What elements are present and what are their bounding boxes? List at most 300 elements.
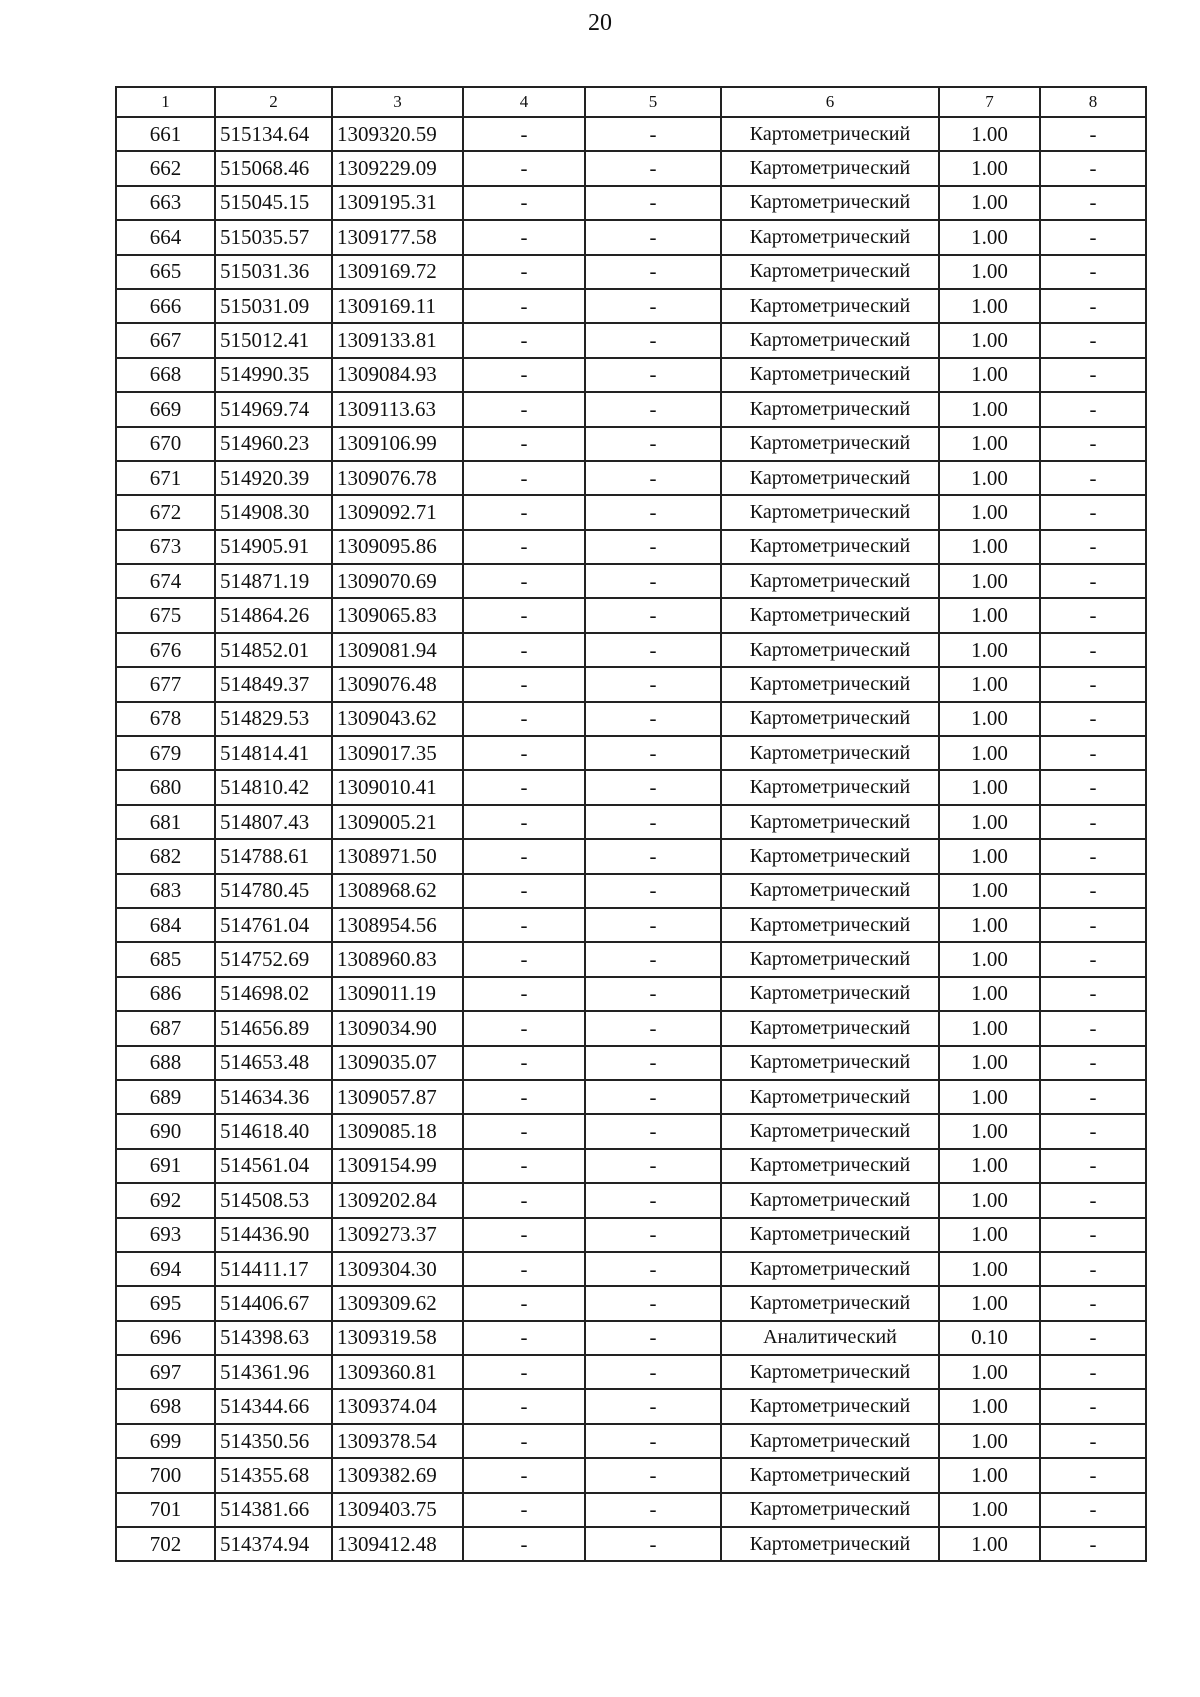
col-4-cell: - — [463, 1527, 585, 1561]
col-5-cell: - — [585, 1527, 721, 1561]
point-number-cell: 690 — [116, 1114, 215, 1148]
method-cell: Картометрический — [721, 839, 939, 873]
col-4-cell: - — [463, 1114, 585, 1148]
accuracy-cell: 1.00 — [939, 151, 1040, 185]
col-4-cell: - — [463, 461, 585, 495]
y-coordinate-cell: 1309360.81 — [332, 1355, 463, 1389]
accuracy-cell: 1.00 — [939, 1080, 1040, 1114]
accuracy-cell: 1.00 — [939, 1183, 1040, 1217]
point-number-cell: 663 — [116, 186, 215, 220]
x-coordinate-cell: 514361.96 — [215, 1355, 332, 1389]
col-5-cell: - — [585, 461, 721, 495]
table-row — [116, 1046, 1146, 1080]
x-coordinate-cell: 515134.64 — [215, 117, 332, 151]
point-number-cell: 702 — [116, 1527, 215, 1561]
col-8-cell: - — [1040, 1424, 1146, 1458]
accuracy-cell: 1.00 — [939, 977, 1040, 1011]
col-8-cell: - — [1040, 1527, 1146, 1561]
table-row — [116, 289, 1146, 323]
col-8-cell: - — [1040, 1149, 1146, 1183]
table-row — [116, 1321, 1146, 1355]
col-4-cell: - — [463, 564, 585, 598]
point-number-cell: 675 — [116, 598, 215, 632]
x-coordinate-cell: 514381.66 — [215, 1493, 332, 1527]
table-row — [116, 1183, 1146, 1217]
col-8-cell: - — [1040, 908, 1146, 942]
x-coordinate-cell: 514634.36 — [215, 1080, 332, 1114]
y-coordinate-cell: 1309320.59 — [332, 117, 463, 151]
col-5-cell: - — [585, 667, 721, 701]
y-coordinate-cell: 1309005.21 — [332, 805, 463, 839]
method-cell: Картометрический — [721, 1114, 939, 1148]
x-coordinate-cell: 515035.57 — [215, 220, 332, 254]
col-4-cell: - — [463, 1424, 585, 1458]
y-coordinate-cell: 1308954.56 — [332, 908, 463, 942]
accuracy-cell: 1.00 — [939, 427, 1040, 461]
x-coordinate-cell: 514344.66 — [215, 1389, 332, 1423]
col-8-cell: - — [1040, 1218, 1146, 1252]
col-8-cell: - — [1040, 633, 1146, 667]
col-8-cell: - — [1040, 392, 1146, 426]
table-row — [116, 1527, 1146, 1561]
col-8-cell: - — [1040, 1321, 1146, 1355]
method-cell: Картометрический — [721, 358, 939, 392]
x-coordinate-cell: 514969.74 — [215, 392, 332, 426]
col-4-cell: - — [463, 667, 585, 701]
column-header: 1 — [116, 87, 215, 117]
accuracy-cell: 1.00 — [939, 1011, 1040, 1045]
table-row — [116, 1355, 1146, 1389]
table-row — [116, 1252, 1146, 1286]
table-row — [116, 1389, 1146, 1423]
y-coordinate-cell: 1309092.71 — [332, 495, 463, 529]
column-header: 6 — [721, 87, 939, 117]
col-8-cell: - — [1040, 770, 1146, 804]
x-coordinate-cell: 514788.61 — [215, 839, 332, 873]
method-cell: Картометрический — [721, 1355, 939, 1389]
col-8-cell: - — [1040, 977, 1146, 1011]
point-number-cell: 671 — [116, 461, 215, 495]
accuracy-cell: 1.00 — [939, 323, 1040, 357]
column-header: 4 — [463, 87, 585, 117]
table-row — [116, 1149, 1146, 1183]
point-number-cell: 680 — [116, 770, 215, 804]
col-8-cell: - — [1040, 1011, 1146, 1045]
col-8-cell: - — [1040, 874, 1146, 908]
col-4-cell: - — [463, 839, 585, 873]
col-5-cell: - — [585, 1458, 721, 1492]
method-cell: Картометрический — [721, 1286, 939, 1320]
point-number-cell: 688 — [116, 1046, 215, 1080]
accuracy-cell: 1.00 — [939, 1252, 1040, 1286]
column-header: 3 — [332, 87, 463, 117]
method-cell: Картометрический — [721, 530, 939, 564]
point-number-cell: 669 — [116, 392, 215, 426]
y-coordinate-cell: 1309382.69 — [332, 1458, 463, 1492]
x-coordinate-cell: 515045.15 — [215, 186, 332, 220]
point-number-cell: 699 — [116, 1424, 215, 1458]
method-cell: Картометрический — [721, 1218, 939, 1252]
y-coordinate-cell: 1309412.48 — [332, 1527, 463, 1561]
point-number-cell: 701 — [116, 1493, 215, 1527]
table-body — [116, 117, 1146, 1561]
accuracy-cell: 1.00 — [939, 805, 1040, 839]
table-row — [116, 1493, 1146, 1527]
col-5-cell: - — [585, 839, 721, 873]
col-5-cell: - — [585, 1149, 721, 1183]
x-coordinate-cell: 514508.53 — [215, 1183, 332, 1217]
y-coordinate-cell: 1309169.11 — [332, 289, 463, 323]
table-row — [116, 908, 1146, 942]
method-cell: Картометрический — [721, 1424, 939, 1458]
col-4-cell: - — [463, 977, 585, 1011]
col-8-cell: - — [1040, 323, 1146, 357]
y-coordinate-cell: 1309133.81 — [332, 323, 463, 357]
accuracy-cell: 1.00 — [939, 358, 1040, 392]
col-5-cell: - — [585, 1080, 721, 1114]
accuracy-cell: 1.00 — [939, 770, 1040, 804]
col-4-cell: - — [463, 1183, 585, 1217]
accuracy-cell: 1.00 — [939, 392, 1040, 426]
point-number-cell: 700 — [116, 1458, 215, 1492]
accuracy-cell: 1.00 — [939, 1046, 1040, 1080]
col-5-cell: - — [585, 1424, 721, 1458]
table-row — [116, 1286, 1146, 1320]
accuracy-cell: 0.10 — [939, 1321, 1040, 1355]
accuracy-cell: 1.00 — [939, 495, 1040, 529]
table-row — [116, 667, 1146, 701]
method-cell: Картометрический — [721, 1389, 939, 1423]
accuracy-cell: 1.00 — [939, 1286, 1040, 1320]
x-coordinate-cell: 514752.69 — [215, 942, 332, 976]
col-8-cell: - — [1040, 942, 1146, 976]
point-number-cell: 695 — [116, 1286, 215, 1320]
col-5-cell: - — [585, 598, 721, 632]
y-coordinate-cell: 1309202.84 — [332, 1183, 463, 1217]
x-coordinate-cell: 514618.40 — [215, 1114, 332, 1148]
col-5-cell: - — [585, 427, 721, 461]
col-5-cell: - — [585, 530, 721, 564]
method-cell: Картометрический — [721, 392, 939, 426]
point-number-cell: 674 — [116, 564, 215, 598]
y-coordinate-cell: 1309085.18 — [332, 1114, 463, 1148]
method-cell: Картометрический — [721, 942, 939, 976]
table-row — [116, 942, 1146, 976]
col-8-cell: - — [1040, 495, 1146, 529]
y-coordinate-cell: 1309374.04 — [332, 1389, 463, 1423]
col-4-cell: - — [463, 736, 585, 770]
method-cell: Картометрический — [721, 1080, 939, 1114]
coordinates-table — [115, 86, 1147, 1562]
accuracy-cell: 1.00 — [939, 1389, 1040, 1423]
col-4-cell: - — [463, 392, 585, 426]
x-coordinate-cell: 514814.41 — [215, 736, 332, 770]
table-row — [116, 702, 1146, 736]
point-number-cell: 677 — [116, 667, 215, 701]
accuracy-cell: 1.00 — [939, 530, 1040, 564]
x-coordinate-cell: 514406.67 — [215, 1286, 332, 1320]
col-4-cell: - — [463, 1355, 585, 1389]
y-coordinate-cell: 1309076.48 — [332, 667, 463, 701]
accuracy-cell: 1.00 — [939, 1218, 1040, 1252]
col-8-cell: - — [1040, 1355, 1146, 1389]
x-coordinate-cell: 514398.63 — [215, 1321, 332, 1355]
point-number-cell: 696 — [116, 1321, 215, 1355]
col-4-cell: - — [463, 1218, 585, 1252]
method-cell: Картометрический — [721, 874, 939, 908]
col-4-cell: - — [463, 220, 585, 254]
method-cell: Картометрический — [721, 1252, 939, 1286]
point-number-cell: 679 — [116, 736, 215, 770]
col-5-cell: - — [585, 289, 721, 323]
x-coordinate-cell: 515068.46 — [215, 151, 332, 185]
y-coordinate-cell: 1309057.87 — [332, 1080, 463, 1114]
col-5-cell: - — [585, 977, 721, 1011]
table-row — [116, 1080, 1146, 1114]
method-cell: Картометрический — [721, 770, 939, 804]
method-cell: Картометрический — [721, 1183, 939, 1217]
y-coordinate-cell: 1309113.63 — [332, 392, 463, 426]
accuracy-cell: 1.00 — [939, 908, 1040, 942]
col-5-cell: - — [585, 117, 721, 151]
col-8-cell: - — [1040, 736, 1146, 770]
point-number-cell: 667 — [116, 323, 215, 357]
col-8-cell: - — [1040, 839, 1146, 873]
point-number-cell: 678 — [116, 702, 215, 736]
table-row — [116, 186, 1146, 220]
method-cell: Картометрический — [721, 1493, 939, 1527]
x-coordinate-cell: 515031.36 — [215, 255, 332, 289]
method-cell: Картометрический — [721, 1527, 939, 1561]
accuracy-cell: 1.00 — [939, 702, 1040, 736]
col-8-cell: - — [1040, 117, 1146, 151]
x-coordinate-cell: 514871.19 — [215, 564, 332, 598]
table-row — [116, 839, 1146, 873]
table-row — [116, 564, 1146, 598]
col-5-cell: - — [585, 1321, 721, 1355]
method-cell: Картометрический — [721, 598, 939, 632]
y-coordinate-cell: 1309304.30 — [332, 1252, 463, 1286]
col-5-cell: - — [585, 1046, 721, 1080]
col-8-cell: - — [1040, 1252, 1146, 1286]
col-8-cell: - — [1040, 427, 1146, 461]
col-5-cell: - — [585, 1114, 721, 1148]
x-coordinate-cell: 514436.90 — [215, 1218, 332, 1252]
method-cell: Картометрический — [721, 1046, 939, 1080]
x-coordinate-cell: 514852.01 — [215, 633, 332, 667]
y-coordinate-cell: 1308971.50 — [332, 839, 463, 873]
table-row — [116, 1114, 1146, 1148]
x-coordinate-cell: 514908.30 — [215, 495, 332, 529]
table-row — [116, 805, 1146, 839]
point-number-cell: 694 — [116, 1252, 215, 1286]
col-5-cell: - — [585, 564, 721, 598]
col-5-cell: - — [585, 1252, 721, 1286]
method-cell: Картометрический — [721, 117, 939, 151]
col-4-cell: - — [463, 186, 585, 220]
table-row — [116, 874, 1146, 908]
table-row — [116, 255, 1146, 289]
y-coordinate-cell: 1309095.86 — [332, 530, 463, 564]
col-4-cell: - — [463, 908, 585, 942]
method-cell: Картометрический — [721, 667, 939, 701]
x-coordinate-cell: 514780.45 — [215, 874, 332, 908]
table-row — [116, 1424, 1146, 1458]
point-number-cell: 683 — [116, 874, 215, 908]
point-number-cell: 672 — [116, 495, 215, 529]
x-coordinate-cell: 514990.35 — [215, 358, 332, 392]
y-coordinate-cell: 1309403.75 — [332, 1493, 463, 1527]
accuracy-cell: 1.00 — [939, 874, 1040, 908]
x-coordinate-cell: 514807.43 — [215, 805, 332, 839]
accuracy-cell: 1.00 — [939, 220, 1040, 254]
point-number-cell: 664 — [116, 220, 215, 254]
col-8-cell: - — [1040, 151, 1146, 185]
accuracy-cell: 1.00 — [939, 1527, 1040, 1561]
col-8-cell: - — [1040, 255, 1146, 289]
column-header: 7 — [939, 87, 1040, 117]
method-cell: Картометрический — [721, 633, 939, 667]
y-coordinate-cell: 1308968.62 — [332, 874, 463, 908]
x-coordinate-cell: 514829.53 — [215, 702, 332, 736]
table-row — [116, 633, 1146, 667]
y-coordinate-cell: 1309010.41 — [332, 770, 463, 804]
col-4-cell: - — [463, 874, 585, 908]
accuracy-cell: 1.00 — [939, 1114, 1040, 1148]
col-4-cell: - — [463, 323, 585, 357]
point-number-cell: 673 — [116, 530, 215, 564]
col-8-cell: - — [1040, 1286, 1146, 1320]
y-coordinate-cell: 1309154.99 — [332, 1149, 463, 1183]
col-4-cell: - — [463, 1011, 585, 1045]
point-number-cell: 661 — [116, 117, 215, 151]
y-coordinate-cell: 1309084.93 — [332, 358, 463, 392]
method-cell: Картометрический — [721, 564, 939, 598]
col-4-cell: - — [463, 805, 585, 839]
x-coordinate-cell: 514920.39 — [215, 461, 332, 495]
y-coordinate-cell: 1309273.37 — [332, 1218, 463, 1252]
table-header-row — [116, 87, 1146, 117]
table-row — [116, 392, 1146, 426]
method-cell: Картометрический — [721, 977, 939, 1011]
col-5-cell: - — [585, 1355, 721, 1389]
point-number-cell: 668 — [116, 358, 215, 392]
col-8-cell: - — [1040, 186, 1146, 220]
col-4-cell: - — [463, 1080, 585, 1114]
y-coordinate-cell: 1308960.83 — [332, 942, 463, 976]
point-number-cell: 691 — [116, 1149, 215, 1183]
y-coordinate-cell: 1309309.62 — [332, 1286, 463, 1320]
table-row — [116, 1218, 1146, 1252]
method-cell: Картометрический — [721, 908, 939, 942]
x-coordinate-cell: 514905.91 — [215, 530, 332, 564]
point-number-cell: 686 — [116, 977, 215, 1011]
col-5-cell: - — [585, 942, 721, 976]
col-8-cell: - — [1040, 1389, 1146, 1423]
y-coordinate-cell: 1309229.09 — [332, 151, 463, 185]
column-header: 8 — [1040, 87, 1146, 117]
accuracy-cell: 1.00 — [939, 117, 1040, 151]
col-5-cell: - — [585, 186, 721, 220]
point-number-cell: 693 — [116, 1218, 215, 1252]
accuracy-cell: 1.00 — [939, 1493, 1040, 1527]
x-coordinate-cell: 514653.48 — [215, 1046, 332, 1080]
accuracy-cell: 1.00 — [939, 633, 1040, 667]
col-4-cell: - — [463, 1046, 585, 1080]
col-8-cell: - — [1040, 564, 1146, 598]
point-number-cell: 698 — [116, 1389, 215, 1423]
table-row — [116, 598, 1146, 632]
col-8-cell: - — [1040, 530, 1146, 564]
method-cell: Картометрический — [721, 461, 939, 495]
page-number: 20 — [588, 10, 612, 36]
col-5-cell: - — [585, 805, 721, 839]
table-row — [116, 1458, 1146, 1492]
col-4-cell: - — [463, 117, 585, 151]
col-5-cell: - — [585, 255, 721, 289]
x-coordinate-cell: 514656.89 — [215, 1011, 332, 1045]
x-coordinate-cell: 514411.17 — [215, 1252, 332, 1286]
col-5-cell: - — [585, 736, 721, 770]
accuracy-cell: 1.00 — [939, 598, 1040, 632]
x-coordinate-cell: 514561.04 — [215, 1149, 332, 1183]
method-cell: Картометрический — [721, 495, 939, 529]
col-4-cell: - — [463, 1321, 585, 1355]
table-row — [116, 495, 1146, 529]
point-number-cell: 682 — [116, 839, 215, 873]
col-8-cell: - — [1040, 289, 1146, 323]
col-8-cell: - — [1040, 702, 1146, 736]
col-5-cell: - — [585, 220, 721, 254]
accuracy-cell: 1.00 — [939, 667, 1040, 701]
column-header: 2 — [215, 87, 332, 117]
col-4-cell: - — [463, 427, 585, 461]
y-coordinate-cell: 1309195.31 — [332, 186, 463, 220]
col-5-cell: - — [585, 702, 721, 736]
col-5-cell: - — [585, 908, 721, 942]
column-header: 5 — [585, 87, 721, 117]
col-4-cell: - — [463, 598, 585, 632]
method-cell: Картометрический — [721, 289, 939, 323]
col-5-cell: - — [585, 495, 721, 529]
col-4-cell: - — [463, 1389, 585, 1423]
y-coordinate-cell: 1309076.78 — [332, 461, 463, 495]
col-5-cell: - — [585, 1493, 721, 1527]
col-5-cell: - — [585, 1183, 721, 1217]
table-row — [116, 770, 1146, 804]
col-5-cell: - — [585, 1286, 721, 1320]
col-5-cell: - — [585, 1011, 721, 1045]
point-number-cell: 665 — [116, 255, 215, 289]
col-5-cell: - — [585, 151, 721, 185]
y-coordinate-cell: 1309034.90 — [332, 1011, 463, 1045]
col-8-cell: - — [1040, 805, 1146, 839]
col-8-cell: - — [1040, 358, 1146, 392]
col-4-cell: - — [463, 1286, 585, 1320]
point-number-cell: 687 — [116, 1011, 215, 1045]
x-coordinate-cell: 514355.68 — [215, 1458, 332, 1492]
accuracy-cell: 1.00 — [939, 1355, 1040, 1389]
col-8-cell: - — [1040, 220, 1146, 254]
accuracy-cell: 1.00 — [939, 255, 1040, 289]
x-coordinate-cell: 514698.02 — [215, 977, 332, 1011]
accuracy-cell: 1.00 — [939, 461, 1040, 495]
x-coordinate-cell: 514761.04 — [215, 908, 332, 942]
col-4-cell: - — [463, 495, 585, 529]
col-5-cell: - — [585, 323, 721, 357]
method-cell: Картометрический — [721, 1149, 939, 1183]
method-cell: Картометрический — [721, 427, 939, 461]
